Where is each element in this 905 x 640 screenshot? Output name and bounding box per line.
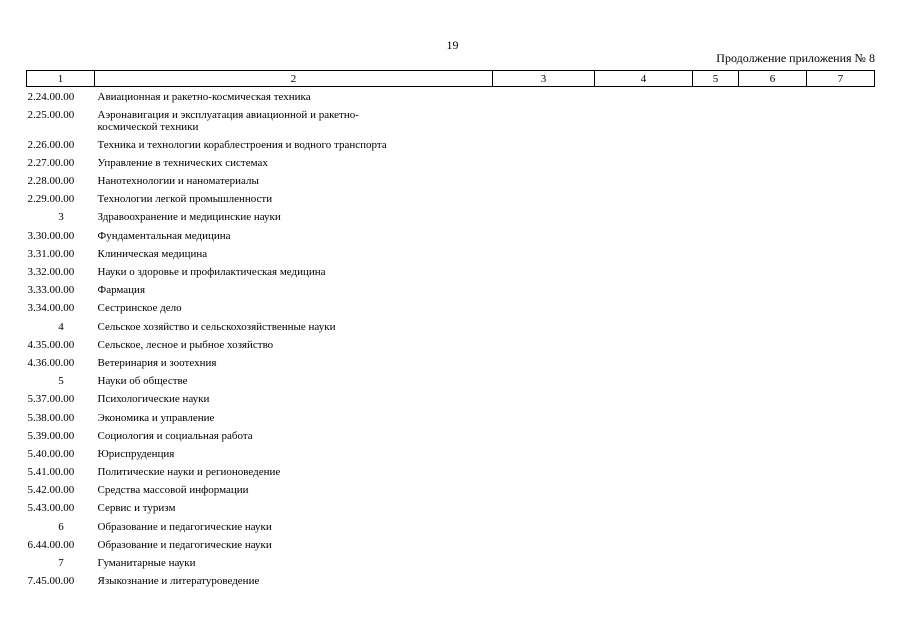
table-row bbox=[27, 353, 875, 371]
row-name: Фармация bbox=[97, 284, 146, 297]
row-code: 7 bbox=[58, 557, 64, 569]
row-cell-col-3 bbox=[493, 171, 595, 189]
row-name: Техника и технологии кораблестроения и водного транспорта bbox=[97, 138, 387, 151]
row-cell-col-7 bbox=[807, 371, 875, 389]
row-cell-col-5 bbox=[693, 244, 739, 262]
row-cell-col-4 bbox=[595, 480, 693, 498]
row-cell-col-7 bbox=[807, 444, 875, 462]
row-code: 7.45.00.00 bbox=[27, 575, 75, 588]
row-cell-col-3 bbox=[493, 571, 595, 589]
row-name: Сельское хозяйство и сельскохозяйственные науки bbox=[97, 320, 336, 333]
row-cell-col-3 bbox=[493, 135, 595, 153]
table-row bbox=[27, 87, 875, 105]
row-code: 5.41.00.00 bbox=[27, 466, 75, 479]
row-cell-col-6 bbox=[739, 371, 807, 389]
row-cell-col-6 bbox=[739, 535, 807, 553]
row-cell-col-4 bbox=[595, 280, 693, 298]
row-name: Фундаментальная медицина bbox=[97, 229, 231, 242]
row-cell-col-7 bbox=[807, 535, 875, 553]
row-cell-col-6 bbox=[739, 280, 807, 298]
row-name: Образование и педагогические науки bbox=[97, 520, 272, 533]
row-cell-col-5 bbox=[693, 280, 739, 298]
row-cell-col-3 bbox=[493, 317, 595, 335]
row-cell-col-7 bbox=[807, 189, 875, 207]
row-code: 4.35.00.00 bbox=[27, 338, 75, 351]
row-cell-col-6 bbox=[739, 87, 807, 105]
row-cell-col-3 bbox=[493, 87, 595, 105]
row-cell-col-7 bbox=[807, 426, 875, 444]
row-cell-col-6 bbox=[739, 153, 807, 171]
continuation-label: Продолжение приложения № 8 bbox=[716, 51, 875, 65]
column-header-4: 4 bbox=[595, 71, 693, 87]
row-cell-col-3 bbox=[493, 408, 595, 426]
row-code: 3.33.00.00 bbox=[27, 284, 75, 297]
row-cell-col-7 bbox=[807, 335, 875, 353]
row-name: Экономика и управление bbox=[97, 411, 215, 424]
row-name: Психологические науки bbox=[97, 393, 210, 406]
row-cell-col-4 bbox=[595, 189, 693, 207]
row-cell-col-6 bbox=[739, 189, 807, 207]
row-name: Социология и социальная работа bbox=[97, 429, 253, 442]
row-cell-col-5 bbox=[693, 462, 739, 480]
row-name: Клиническая медицина bbox=[97, 247, 208, 260]
row-cell-col-5 bbox=[693, 189, 739, 207]
table-row bbox=[27, 171, 875, 189]
row-code: 5.37.00.00 bbox=[27, 393, 75, 406]
row-cell-col-3 bbox=[493, 517, 595, 535]
row-code: 5.43.00.00 bbox=[27, 502, 75, 515]
row-code: 5.38.00.00 bbox=[27, 411, 75, 424]
column-header-3: 3 bbox=[493, 71, 595, 87]
row-cell-col-4 bbox=[595, 207, 693, 225]
row-cell-col-7 bbox=[807, 280, 875, 298]
row-cell-col-5 bbox=[693, 171, 739, 189]
row-name: Сервис и туризм bbox=[97, 502, 176, 515]
row-cell-col-6 bbox=[739, 408, 807, 426]
row-cell-col-3 bbox=[493, 553, 595, 571]
row-cell-col-4 bbox=[595, 462, 693, 480]
row-cell-col-5 bbox=[693, 153, 739, 171]
row-cell-col-5 bbox=[693, 226, 739, 244]
row-cell-col-5 bbox=[693, 371, 739, 389]
row-cell-col-3 bbox=[493, 335, 595, 353]
table-row bbox=[27, 244, 875, 262]
row-cell-col-5 bbox=[693, 517, 739, 535]
row-name: Языкознание и литературоведение bbox=[97, 575, 260, 588]
table-row bbox=[27, 480, 875, 498]
row-code: 5.42.00.00 bbox=[27, 484, 75, 497]
row-name: Средства массовой информации bbox=[97, 484, 249, 497]
table-row bbox=[27, 444, 875, 462]
row-cell-col-6 bbox=[739, 444, 807, 462]
row-code: 3 bbox=[58, 211, 64, 224]
row-cell-col-6 bbox=[739, 298, 807, 316]
table-row bbox=[27, 462, 875, 480]
row-cell-col-5 bbox=[693, 535, 739, 553]
row-cell-col-4 bbox=[595, 335, 693, 353]
row-cell-col-5 bbox=[693, 553, 739, 571]
row-cell-col-4 bbox=[595, 171, 693, 189]
row-code: 4 bbox=[58, 320, 64, 333]
row-code: 2.29.00.00 bbox=[27, 193, 75, 206]
row-cell-col-7 bbox=[807, 353, 875, 371]
row-name: Технологии легкой промышленности bbox=[97, 193, 273, 206]
row-cell-col-6 bbox=[739, 426, 807, 444]
row-cell-col-4 bbox=[595, 105, 693, 135]
page-number: 19 bbox=[446, 38, 459, 52]
column-header-2: 2 bbox=[95, 71, 493, 87]
table-row bbox=[27, 207, 875, 225]
row-cell-col-7 bbox=[807, 226, 875, 244]
row-cell-col-7 bbox=[807, 153, 875, 171]
table-row bbox=[27, 408, 875, 426]
table-row bbox=[27, 389, 875, 407]
row-cell-col-6 bbox=[739, 171, 807, 189]
row-cell-col-4 bbox=[595, 298, 693, 316]
row-cell-col-7 bbox=[807, 135, 875, 153]
table-row bbox=[27, 262, 875, 280]
row-name: Здравоохранение и медицинские науки bbox=[97, 211, 281, 224]
table-row bbox=[27, 105, 875, 135]
row-cell-col-4 bbox=[595, 317, 693, 335]
row-code: 3.34.00.00 bbox=[27, 302, 75, 315]
row-cell-col-5 bbox=[693, 335, 739, 353]
row-cell-col-4 bbox=[595, 371, 693, 389]
row-name: Сестринское дело bbox=[97, 302, 182, 315]
row-cell-col-5 bbox=[693, 207, 739, 225]
row-name: Политические науки и регионоведение bbox=[97, 466, 281, 479]
row-cell-col-6 bbox=[739, 462, 807, 480]
row-code: 2.27.00.00 bbox=[27, 156, 75, 169]
row-cell-col-7 bbox=[807, 408, 875, 426]
row-cell-col-3 bbox=[493, 444, 595, 462]
row-cell-col-7 bbox=[807, 244, 875, 262]
row-code: 3.31.00.00 bbox=[27, 247, 75, 260]
row-cell-col-4 bbox=[595, 353, 693, 371]
row-cell-col-3 bbox=[493, 462, 595, 480]
row-name: Образование и педагогические науки bbox=[97, 538, 272, 551]
row-cell-col-6 bbox=[739, 207, 807, 225]
row-cell-col-6 bbox=[739, 317, 807, 335]
table-row bbox=[27, 517, 875, 535]
row-code: 6 bbox=[58, 520, 64, 533]
row-cell-col-4 bbox=[595, 408, 693, 426]
row-cell-col-3 bbox=[493, 298, 595, 316]
row-name: Гуманитарные науки bbox=[97, 557, 196, 569]
row-cell-col-4 bbox=[595, 262, 693, 280]
row-cell-col-4 bbox=[595, 444, 693, 462]
row-name: Управление в технических системах bbox=[97, 156, 268, 169]
row-cell-col-4 bbox=[595, 426, 693, 444]
table-row bbox=[27, 571, 875, 589]
row-cell-col-3 bbox=[493, 207, 595, 225]
table-header bbox=[27, 71, 875, 87]
row-cell-col-3 bbox=[493, 105, 595, 135]
row-cell-col-7 bbox=[807, 262, 875, 280]
row-cell-col-3 bbox=[493, 189, 595, 207]
table-row bbox=[27, 535, 875, 553]
table-row bbox=[27, 498, 875, 516]
row-cell-col-4 bbox=[595, 87, 693, 105]
table-row bbox=[27, 280, 875, 298]
table-row bbox=[27, 426, 875, 444]
row-name: Юриспруденция bbox=[97, 447, 175, 460]
row-cell-col-6 bbox=[739, 553, 807, 571]
row-code: 3.30.00.00 bbox=[27, 229, 75, 242]
table-row bbox=[27, 226, 875, 244]
row-cell-col-5 bbox=[693, 480, 739, 498]
row-cell-col-5 bbox=[693, 298, 739, 316]
row-cell-col-3 bbox=[493, 280, 595, 298]
row-cell-col-7 bbox=[807, 553, 875, 571]
row-cell-col-3 bbox=[493, 226, 595, 244]
row-cell-col-5 bbox=[693, 105, 739, 135]
table-row bbox=[27, 371, 875, 389]
row-cell-col-3 bbox=[493, 262, 595, 280]
row-cell-col-6 bbox=[739, 389, 807, 407]
row-code: 5 bbox=[58, 375, 64, 388]
column-number-row bbox=[27, 71, 875, 87]
row-cell-col-7 bbox=[807, 207, 875, 225]
row-code: 2.28.00.00 bbox=[27, 175, 75, 188]
row-cell-col-3 bbox=[493, 480, 595, 498]
row-cell-col-6 bbox=[739, 135, 807, 153]
specialties-table bbox=[26, 70, 875, 589]
row-cell-col-7 bbox=[807, 171, 875, 189]
row-cell-col-7 bbox=[807, 298, 875, 316]
table-row bbox=[27, 135, 875, 153]
row-cell-col-4 bbox=[595, 153, 693, 171]
column-header-6: 6 bbox=[739, 71, 807, 87]
row-cell-col-7 bbox=[807, 389, 875, 407]
row-code: 3.32.00.00 bbox=[27, 266, 75, 278]
table-row bbox=[27, 335, 875, 353]
column-header-5: 5 bbox=[693, 71, 739, 87]
row-cell-col-6 bbox=[739, 105, 807, 135]
row-cell-col-6 bbox=[739, 480, 807, 498]
row-name: Науки об обществе bbox=[97, 375, 188, 388]
table-row bbox=[27, 153, 875, 171]
row-cell-col-3 bbox=[493, 389, 595, 407]
row-cell-col-7 bbox=[807, 498, 875, 516]
row-name: Нанотехнологии и наноматериалы bbox=[97, 175, 259, 188]
row-cell-col-5 bbox=[693, 498, 739, 516]
row-cell-col-4 bbox=[595, 389, 693, 407]
column-header-1: 1 bbox=[27, 71, 95, 87]
table-row bbox=[27, 553, 875, 571]
table-row bbox=[27, 317, 875, 335]
row-cell-col-5 bbox=[693, 87, 739, 105]
row-cell-col-7 bbox=[807, 317, 875, 335]
row-code: 2.26.00.00 bbox=[27, 138, 75, 151]
row-cell-col-6 bbox=[739, 571, 807, 589]
row-cell-col-7 bbox=[807, 87, 875, 105]
row-cell-col-5 bbox=[693, 135, 739, 153]
row-cell-col-4 bbox=[595, 535, 693, 553]
row-cell-col-4 bbox=[595, 571, 693, 589]
row-code: 6.44.00.00 bbox=[27, 538, 75, 551]
row-cell-col-4 bbox=[595, 226, 693, 244]
row-cell-col-5 bbox=[693, 317, 739, 335]
row-cell-col-7 bbox=[807, 571, 875, 589]
row-name: Науки о здоровье и профилактическая медицина bbox=[97, 266, 326, 278]
row-cell-col-6 bbox=[739, 353, 807, 371]
row-cell-col-6 bbox=[739, 262, 807, 280]
row-cell-col-7 bbox=[807, 462, 875, 480]
row-code: 5.40.00.00 bbox=[27, 447, 75, 460]
row-cell-col-4 bbox=[595, 135, 693, 153]
row-cell-col-7 bbox=[807, 105, 875, 135]
row-cell-col-5 bbox=[693, 571, 739, 589]
row-name: Авиационная и ракетно-космическая техника bbox=[97, 91, 311, 103]
row-cell-col-4 bbox=[595, 517, 693, 535]
row-code: 5.39.00.00 bbox=[27, 429, 75, 442]
row-cell-col-6 bbox=[739, 226, 807, 244]
table-row bbox=[27, 298, 875, 316]
row-cell-col-5 bbox=[693, 389, 739, 407]
row-cell-col-3 bbox=[493, 426, 595, 444]
row-code: 2.25.00.00 bbox=[27, 108, 75, 121]
row-cell-col-5 bbox=[693, 353, 739, 371]
row-name: Аэронавигация и эксплуатация авиационной и ракетно-космической техники bbox=[97, 108, 359, 133]
row-cell-col-3 bbox=[493, 371, 595, 389]
table-row bbox=[27, 189, 875, 207]
row-code: 4.36.00.00 bbox=[27, 356, 75, 369]
row-cell-col-5 bbox=[693, 408, 739, 426]
row-cell-col-6 bbox=[739, 335, 807, 353]
row-cell-col-5 bbox=[693, 262, 739, 280]
row-cell-col-4 bbox=[595, 553, 693, 571]
row-cell-col-6 bbox=[739, 244, 807, 262]
row-cell-col-3 bbox=[493, 535, 595, 553]
table-body bbox=[27, 87, 875, 590]
row-cell-col-6 bbox=[739, 498, 807, 516]
row-cell-col-5 bbox=[693, 426, 739, 444]
column-header-7: 7 bbox=[807, 71, 875, 87]
row-name: Сельское, лесное и рыбное хозяйство bbox=[97, 338, 274, 351]
row-cell-col-5 bbox=[693, 444, 739, 462]
row-cell-col-7 bbox=[807, 480, 875, 498]
row-cell-col-4 bbox=[595, 498, 693, 516]
row-cell-col-7 bbox=[807, 517, 875, 535]
row-cell-col-3 bbox=[493, 353, 595, 371]
row-name: Ветеринария и зоотехния bbox=[97, 356, 217, 369]
row-cell-col-4 bbox=[595, 244, 693, 262]
row-cell-col-3 bbox=[493, 153, 595, 171]
row-cell-col-6 bbox=[739, 517, 807, 535]
row-cell-col-3 bbox=[493, 244, 595, 262]
row-code: 2.24.00.00 bbox=[27, 91, 75, 103]
row-cell-col-3 bbox=[493, 498, 595, 516]
